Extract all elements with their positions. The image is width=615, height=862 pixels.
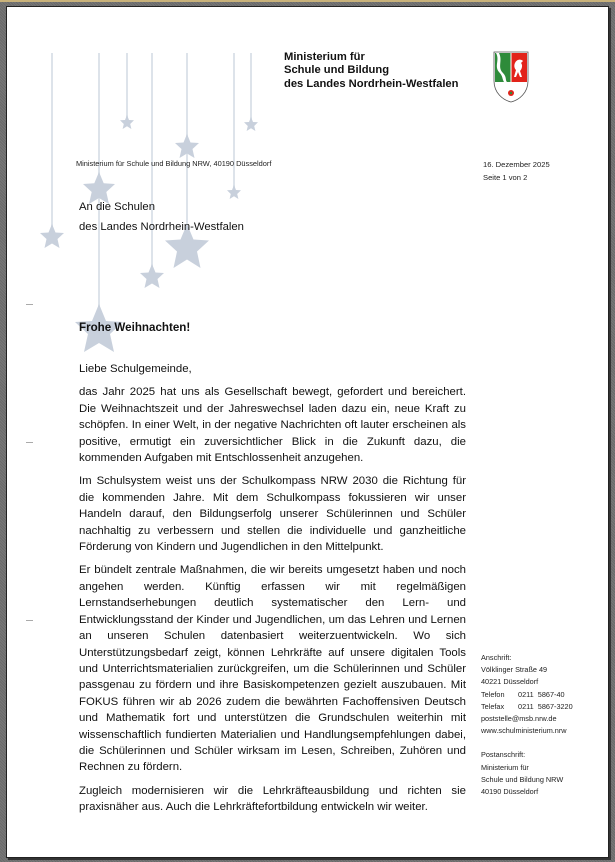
ministry-name (284, 51, 458, 91)
body-paragraph: das Jahr 2025 hat uns als Gesellschaft bewegt, gefordert und bereichert. Die Weihnachtszeit und der Jahreswechsel laden dazu ein, neue Kraft zu schöpfen. In einer Welt, in der negative Nachrichten oft lauter erscheinen als positive, ermutigt ein zuversichtlicher Blick in die Zukunft dazu, die kommenden Aufgaben mit Entschlossenheit anzugehen. (79, 386, 466, 465)
body-paragraph: Im Schulsystem weist uns der Schulkompass NRW 2030 die Richtung für die kommenden Jahre. Mit dem Schulkompass fokussieren wir unser Handeln darauf, den Bildungserfolg unserer Schülerinnen und Schüler nachhaltig zu verbessern und stellen die individuelle und ganzheitliche Förderung von Kindern und Jugendlichen in den Mittelpunkt. (79, 475, 466, 554)
phone-number: 0211 5867-40 (518, 689, 565, 699)
contact-sidebar (481, 652, 573, 798)
website-link[interactable]: www.schulministerium.nrw (481, 726, 567, 736)
fold-mark (26, 442, 33, 443)
fold-mark (26, 304, 33, 305)
phone-row (481, 689, 573, 701)
nrw-coat-of-arms-icon (493, 51, 529, 103)
body-paragraph: Zugleich modernisieren wir die Lehrkräfteausbildung und richten sie praxisnäher aus. Auch die Lehrkräftefortbildung entwickeln wir weiter. (79, 784, 466, 814)
street: Völklinger Straße 49 (481, 665, 548, 675)
letter-meta (483, 159, 550, 184)
document-page (6, 6, 609, 858)
ministry-line-1: Ministerium für (284, 51, 365, 63)
recipient-address (79, 197, 244, 237)
spacer (481, 737, 573, 749)
star-icon (120, 115, 134, 129)
ministry-line-2: Schule und Bildung (284, 64, 390, 77)
viewer-top-edge (0, 0, 615, 2)
fax-row (481, 701, 573, 713)
salutation: Liebe Schulgemeinde, (79, 363, 192, 375)
body-paragraph: Er bündelt zentrale Maßnahmen, die wir bereits umgesetzt haben und noch angehen werden. Künftig erfassen wir mit regelmäßigen Lernstandserhebungen deutlich systematischer den Lern- und Entwicklungsstand der Kinder und Jugendlichen, um das Lehren und Lernen an unseren Schulen datenbasiert weiterzuentwickeln. Wo sich Unterstützungsbedarf zeigt, können Lehrkräfte auf unsere digitalen Tools und Unterrichtsmaterialien zurückgreifen, um die Schülerinnen und Schüler passgenau zu fördern und ihre Basiskompetenzen gezielt auszubauen. Mit FOKUS führen wir ab 2026 zudem die bewährten Fachoffensiven Deutsch und Mathematik fort und unterstützen die Grundschulen weiterhin mit wissenschaftlich fundierten Materialien und Handlungsempfehlungen dabei, die Schülerinnen und Schüler wirksam im Lesen, Schreiben, Zuhören und Rechnen zu fördern. (79, 564, 466, 774)
letter-body (79, 361, 466, 823)
ministry-line-3: des Landes Nordrhein-Westfalen (284, 77, 459, 90)
sender-return-address: Ministerium für Schule und Bildung NRW, 40190 Düsseldorf (76, 159, 272, 168)
city: 40221 Düsseldorf (481, 677, 539, 687)
star-icon (40, 224, 64, 248)
star-icon (244, 117, 258, 131)
letter-date: 16. Dezember 2025 (483, 160, 550, 169)
page-indicator: Seite 1 von 2 (483, 172, 528, 182)
recipient-line-1: An die Schulen (79, 201, 155, 213)
postal-line-3: 40190 Düsseldorf (481, 787, 539, 797)
letter-subject: Frohe Weihnachten! (79, 321, 191, 334)
recipient-line-2: des Landes Nordrhein-Westfalen (79, 221, 244, 233)
star-icon (140, 264, 164, 288)
hanging-stars-decoration (7, 7, 307, 367)
postal-line-1: Ministerium für (481, 762, 529, 772)
fax-label: Telefax (481, 701, 505, 711)
phone-label: Telefon (481, 689, 505, 699)
postal-label: Postanschrift: (481, 750, 526, 760)
address-label: Anschrift: (481, 653, 512, 662)
email-link[interactable]: poststelle@msb.nrw.de (481, 714, 557, 724)
postal-line-2: Schule und Bildung NRW (481, 774, 564, 784)
fold-mark (26, 620, 33, 621)
fax-number: 0211 5867-3220 (518, 701, 573, 711)
